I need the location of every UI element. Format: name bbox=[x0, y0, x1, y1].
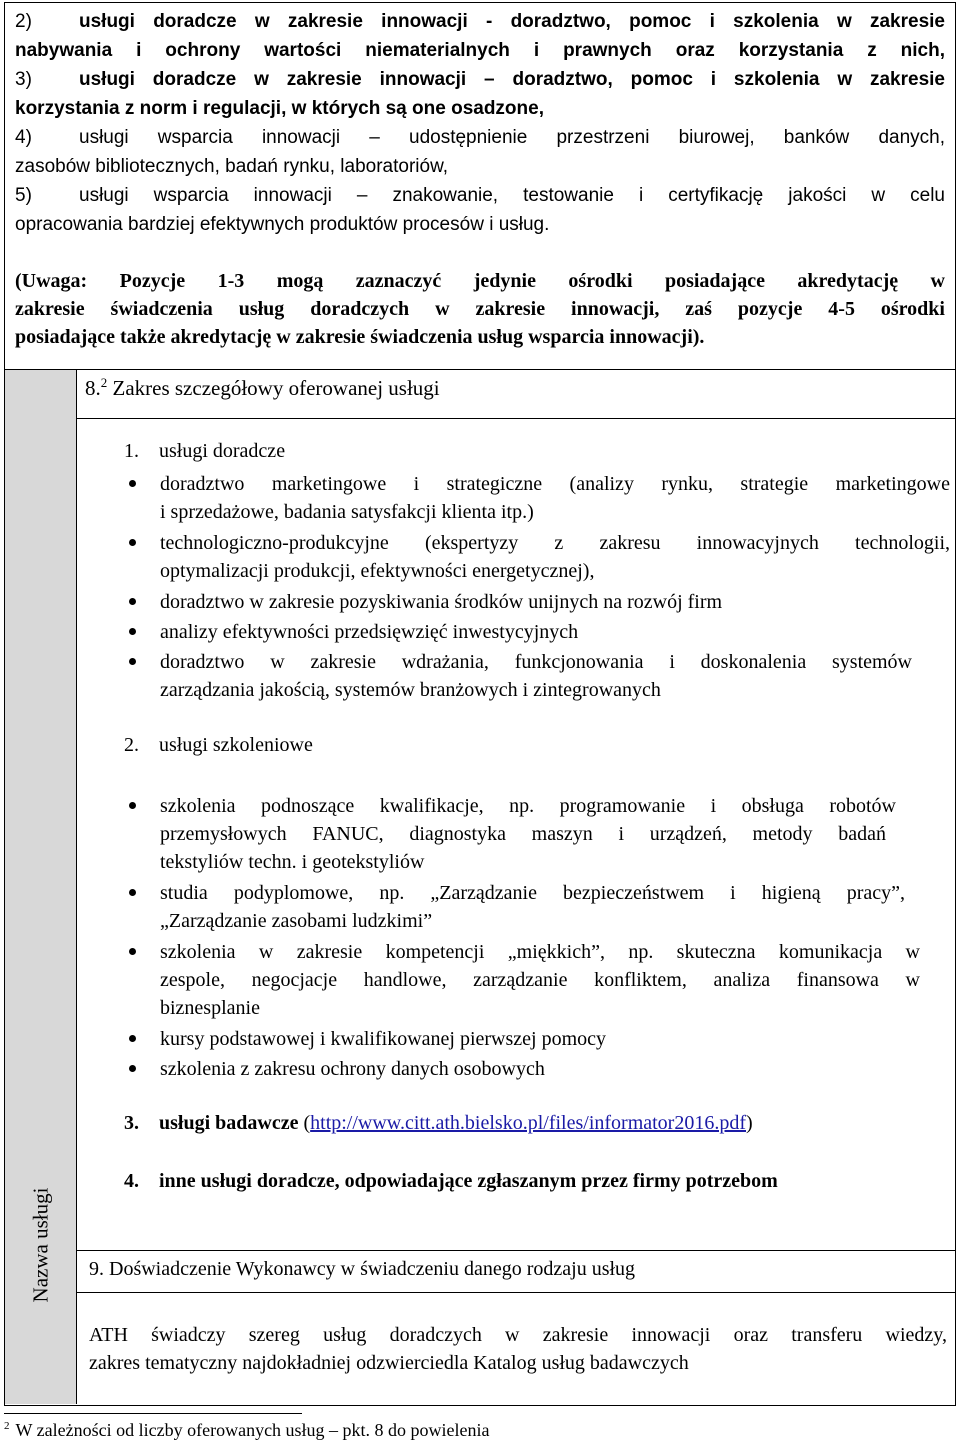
cat2-bullet-2-line1: studia podyplomowe, np. „Zarządzanie bezpieczeństwem i higieną pracy”, bbox=[160, 882, 905, 904]
section-8-divider bbox=[77, 418, 955, 419]
note-line-3: posiadające także akredytację w zakresie świadczenia usług wsparcia innowacji). bbox=[15, 326, 705, 348]
cat1-bullet-5-line2: zarządzania jakością, systemów branżowych i zintegrowanych bbox=[160, 679, 661, 701]
service-details-table bbox=[4, 370, 956, 1406]
list-item-2-line2: nabywania i ochrony wartości niematerialnych i prawnych oraz korzystania z nich, bbox=[15, 40, 945, 61]
service-name-label: Nazwa usługi bbox=[28, 1187, 53, 1303]
cat2-bullet-1-line3: tekstyliów techn. i geotekstyliów bbox=[160, 851, 425, 873]
section-9-line-1: ATH świadczy szereg usług doradczych w zakresie innowacji oraz transferu wiedzy, bbox=[89, 1324, 947, 1346]
cat1-bullet-4: analizy efektywności przedsięwzięć inwestycyjnych bbox=[160, 621, 579, 643]
cat2-bullet-3-line3: biznesplanie bbox=[160, 997, 260, 1019]
section-9-divider-top bbox=[77, 1250, 955, 1251]
cat2-bullet-5: szkolenia z zakresu ochrony danych osobowych bbox=[160, 1058, 545, 1080]
bullet-icon bbox=[129, 658, 136, 665]
category-3-heading: 3. usługi badawcze (http://www.citt.ath.bielsko.pl/files/informator2016.pdf) bbox=[124, 1112, 753, 1134]
row-header-cell bbox=[5, 370, 77, 1404]
bullet-icon bbox=[129, 948, 136, 955]
list-item-3-line1: 3) usługi doradcze w zakresie innowacji – doradztwo, pomoc i szkolenia w zakresie bbox=[15, 69, 945, 90]
bullet-icon bbox=[129, 628, 136, 635]
bullet-icon bbox=[129, 1035, 136, 1042]
section-8-title: 8.$^2$ Zakres szczegółowy oferowanej usługi bbox=[85, 375, 440, 400]
list-item-4-line1: 4) usługi wsparcia innowacji – udostępnienie przestrzeni biurowej, banków danych, bbox=[15, 127, 945, 148]
cat1-bullet-2-line1: technologiczno-produkcyjne (ekspertyzy z zakresu innowacyjnych technologii, bbox=[160, 532, 950, 554]
accreditation-note bbox=[15, 267, 945, 351]
bullet-icon bbox=[129, 480, 136, 487]
list-item-5-line2: opracowania bardziej efektywnych produktów procesów i usług. bbox=[15, 214, 550, 235]
cat2-bullet-3-line1: szkolenia w zakresie kompetencji „miękkich”, np. skuteczna komunikacja w bbox=[160, 941, 920, 963]
footnote-ref: 2 bbox=[100, 375, 108, 390]
cat2-bullet-2-line2: „Zarządzanie zasobami ludzkimi” bbox=[160, 910, 433, 932]
list-item-3-line2: korzystania z norm i regulacji, w których są one osadzone, bbox=[15, 98, 544, 119]
cat1-bullet-5-line1: doradztwo w zakresie wdrażania, funkcjonowania i doskonalenia systemów bbox=[160, 651, 912, 673]
category-2-heading: 2. usługi szkoleniowe bbox=[124, 734, 313, 756]
cat1-bullet-3: doradztwo w zakresie pozyskiwania środków unijnych na rozwój firm bbox=[160, 591, 723, 613]
bullet-icon bbox=[129, 598, 136, 605]
cat1-bullet-1-line2: i sprzedażowe, badania satysfakcji klienta itp.) bbox=[160, 501, 534, 523]
top-services-box bbox=[4, 2, 956, 370]
cat1-bullet-2-line2: optymalizacji produkcji, efektywności energetycznej), bbox=[160, 560, 595, 582]
category-4-heading: 4. inne usługi doradcze, odpowiadające zgłaszanym przez firmy potrzebom bbox=[124, 1170, 778, 1192]
list-item-5-line1: 5) usługi wsparcia innowacji – znakowanie, testowanie i certyfikację jakości w celu bbox=[15, 185, 945, 206]
cat2-bullet-3-line2: zespole, negocjacje handlowe, zarządzanie konfliktem, analiza finansowa w bbox=[160, 969, 920, 991]
bullet-icon bbox=[129, 889, 136, 896]
cat2-bullet-1-line1: szkolenia podnoszące kwalifikacje, np. programowanie i obsługa robotów bbox=[160, 795, 896, 817]
category-1-heading: 1. usługi doradcze bbox=[124, 440, 286, 462]
list-item-2-line1: 2) usługi doradcze w zakresie innowacji - doradztwo, pomoc i szkolenia w zakresie bbox=[15, 11, 945, 32]
footnote-separator bbox=[4, 1413, 302, 1414]
footnote: $^2$ W zależności od liczby oferowanych usług – pkt. 8 do powielenia bbox=[4, 1420, 490, 1440]
note-line-1: (Uwaga: Pozycje 1-3 mogą zaznaczyć jedynie ośrodki posiadające akredytację w bbox=[15, 270, 945, 292]
section-9-divider-bottom bbox=[77, 1292, 955, 1293]
section-9-line-2: zakres tematyczny najdokładniej odzwierciedla Katalog usług badawczych bbox=[89, 1352, 689, 1374]
bullet-icon bbox=[129, 802, 136, 809]
informator-link[interactable]: http://www.citt.ath.bielsko.pl/files/informator2016.pdf bbox=[310, 1112, 746, 1134]
list-item-4-line2: zasobów bibliotecznych, badań rynku, laboratoriów, bbox=[15, 156, 449, 177]
cat2-bullet-1-line2: przemysłowych FANUC, diagnostyka maszyn i urządzeń, metody badań bbox=[160, 823, 886, 845]
cat1-bullet-1-line1: doradztwo marketingowe i strategiczne (analizy rynku, strategie marketingowe bbox=[160, 473, 950, 495]
bullet-icon bbox=[129, 539, 136, 546]
section-9-title: 9. Doświadczenie Wykonawcy w świadczeniu danego rodzaju usług bbox=[89, 1258, 636, 1280]
bullet-icon bbox=[129, 1065, 136, 1072]
cat2-bullet-4: kursy podstawowej i kwalifikowanej pierwszej pomocy bbox=[160, 1028, 607, 1050]
note-line-2: zakresie świadczenia usług doradczych w zakresie innowacji, zaś pozycje 4-5 ośrodki bbox=[15, 298, 945, 320]
